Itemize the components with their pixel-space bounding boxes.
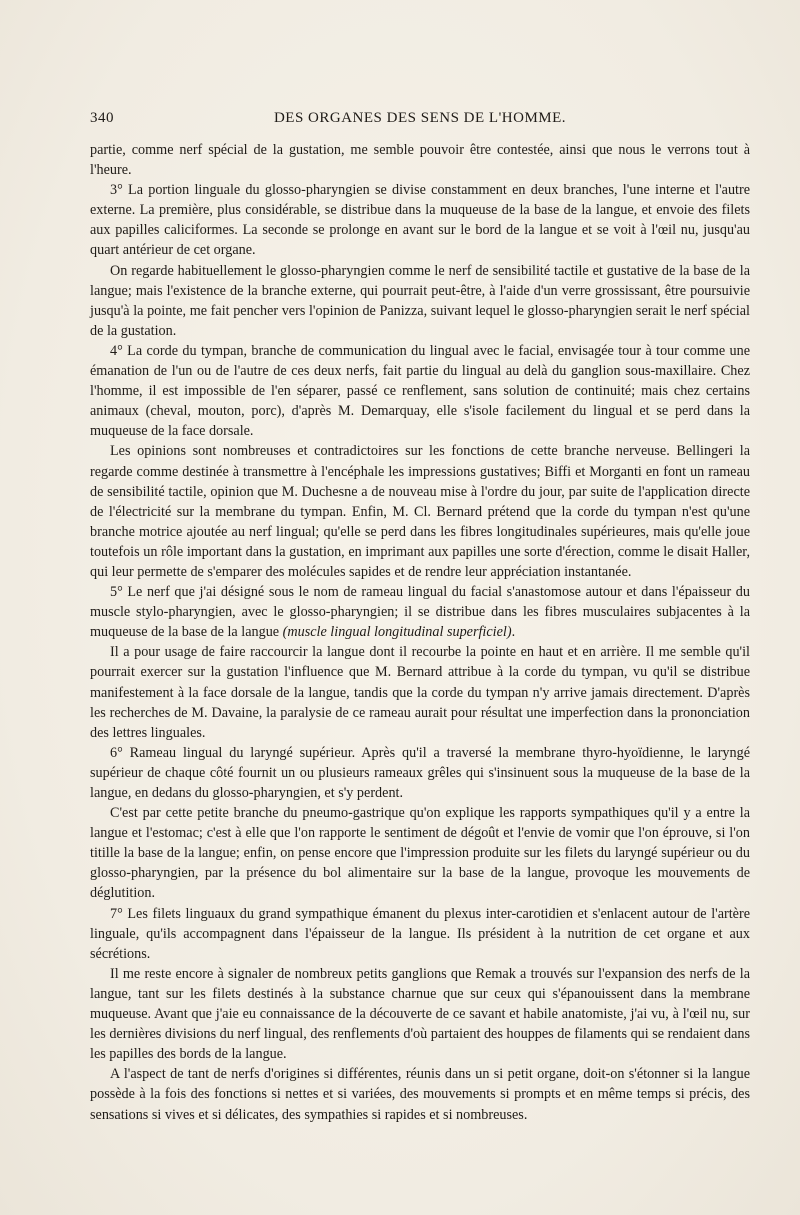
paragraph-12-text: A l'aspect de tant de nerfs d'origines si différentes, réunis dans un si petit organe, doit-on s'étonner si la langue possède à la fois des fonctions si nettes et si variées, des mouvements si prompts et en même temps si précis, des sensations si vives et si délicates, des sympathies si rapides et si nombreuses. [90, 1066, 750, 1123]
paragraph-5-text: Les opinions sont nombreuses et contradictoires sur les fonctions de cette branche nerveuse. Bellingeri la regarde comme destinée à transmettre à l'encéphale les impressions gustatives; Biffi et Morganti en font un rameau de sensibilité tactile, opinion que M. Duchesne a de nouveau mise à l'ordre du jour, par suite de l'application directe de l'électricité sur la membrane du tympan. Enfin, M. Cl. Bernard prétend que la corde du tympan n'est qu'une branche motrice ajoutée au nerf lingual; qu'elle se perd dans les fibres longitudinales supérieures, mais qu'elle joue toutefois un rôle important dans la gustation, en imprimant aux papilles une sorte d'érection, comme le disait Haller, qui leur permette de s'emparer des molécules sapides et de rendre leur appréciation instantanée. [90, 443, 750, 580]
paragraph-3-text: On regarde habituellement le glosso-pharyngien comme le nerf de sensibilité tactile et gustative de la base de la langue; mais l'existence de la branche externe, qui pourrait peut-être, à l'aide d'un verre grossissant, être poursuivie jusqu'à la pointe, me fait pencher vers l'opinion de Panizza, suivant lequel le glosso-pharyngien serait le nerf spécial de la gustation. [90, 262, 750, 339]
paragraph-6-italic: (muscle lingual longitudinal superficiel) [282, 624, 512, 641]
paragraph-11-text: Il me reste encore à signaler de nombreux petits ganglions que Remak a trouvés sur l'expansion des nerfs de la langue, tant sur les filets destinés à la substance charnue que sur ceux qui s'épanouissent dans la membrane muqueuse. Avant que j'aie eu connaissance de la découverte de ce savant et habile anatomiste, j'ai vu, à l'œil nu, sur les dernières divisions du nerf lingual, des renflements d'où partaient des houppes de filaments qui se rendaient dans les papilles des bords de la langue. [90, 965, 750, 1063]
paragraph-6-text: 5° Le nerf que j'ai désigné sous le nom de rameau lingual du facial s'anastomose autour et dans l'épaisseur du muscle stylo-pharyngien, avec le glosso-pharyngien; il se distribue dans les fibres musculaires subjacentes à la muqueuse de la base de la langue [90, 584, 750, 641]
paragraph-4 [90, 341, 750, 441]
paragraph-12 [90, 1064, 750, 1124]
paragraph-8 [90, 743, 750, 803]
paragraph-1-text: partie, comme nerf spécial de la gustation, me semble pouvoir être contestée, ainsi que nous le verrons tout à l'heure. [90, 142, 750, 179]
page-body [90, 140, 750, 1125]
paragraph-10 [90, 904, 750, 964]
running-head: DES ORGANES DES SENS DE L'HOMME. [273, 110, 567, 126]
paragraph-6 [90, 582, 750, 642]
page-header [90, 110, 750, 132]
paragraph-11 [90, 964, 750, 1064]
paragraph-9 [90, 803, 750, 903]
paragraph-4-text: 4° La corde du tympan, branche de communication du lingual avec le facial, envisagée tour à tour comme une émanation de l'un ou de l'autre de ces deux nerfs, fait partie du lingual au delà du ganglion sous-maxillaire. Chez l'homme, il est impossible de l'en séparer, passé ce renflement, sans solution de continuité; mais chez certains animaux (cheval, mouton, porc), d'après M. Demarquay, elle s'isole facilement du lingual et se perd dans la muqueuse de la face dorsale. [90, 342, 750, 440]
paragraph-9-text: C'est par cette petite branche du pneumo-gastrique qu'on explique les rapports sympathiques qu'il y a entre la langue et l'estomac; c'est à elle que l'on rapporte le sentiment de dégoût et l'envie de vomir que l'on éprouve, si l'on titille la base de la langue; enfin, on pense encore que l'impression produite sur les filets du laryngé supérieur ou du glosso-pharyngien, par la présence du bol alimentaire sur la base de la langue, provoque les mouvements de déglutition. [90, 805, 750, 902]
paragraph-3 [90, 261, 750, 341]
paragraph-5 [90, 441, 750, 582]
page-number: 340 [90, 110, 114, 126]
paragraph-2-text: 3° La portion linguale du glosso-pharyngien se divise constamment en deux branches, l'une interne et l'autre externe. La première, plus considérable, se distribue dans la muqueuse de la base de la langue, et envoie des filets aux papilles caliciformes. La seconde se prolonge en avant sur le bord de la langue et se voit à l'œil nu, jusqu'au quart antérieur de cet organe. [90, 182, 750, 259]
paragraph-8-text: 6° Rameau lingual du laryngé supérieur. Après qu'il a traversé la membrane thyro-hyoïdienne, le laryngé supérieur de chaque côté fournit un ou plusieurs rameaux grêles qui s'insinuent sous la muqueuse de la base de la langue, en dedans du glosso-pharyngien, et s'y perdent. [90, 744, 750, 801]
paragraph-1 [90, 140, 750, 180]
paragraph-6-after: . [511, 624, 516, 641]
paragraph-7 [90, 642, 750, 742]
paragraph-2 [90, 180, 750, 260]
paragraph-10-text: 7° Les filets linguaux du grand sympathique émanent du plexus inter-carotidien et s'enlacent autour de l'artère linguale, qu'ils accompagnent dans l'épaisseur de la langue. Ils président à la nutrition de cet organe et aux sécrétions. [90, 905, 750, 962]
paragraph-7-text: Il a pour usage de faire raccourcir la langue dont il recourbe la pointe en haut et en arrière. Il me semble qu'il pourrait exercer sur la gustation l'influence que M. Bernard attribue à la corde du tympan, vu qu'il se distribue manifestement à la face dorsale de la langue, tandis que la corde du tympan n'y arrive jamais directement. D'après les recherches de M. Davaine, la paralysie de ce rameau aurait pour résultat une imperfection dans la prononciation des lettres linguales. [90, 644, 750, 741]
